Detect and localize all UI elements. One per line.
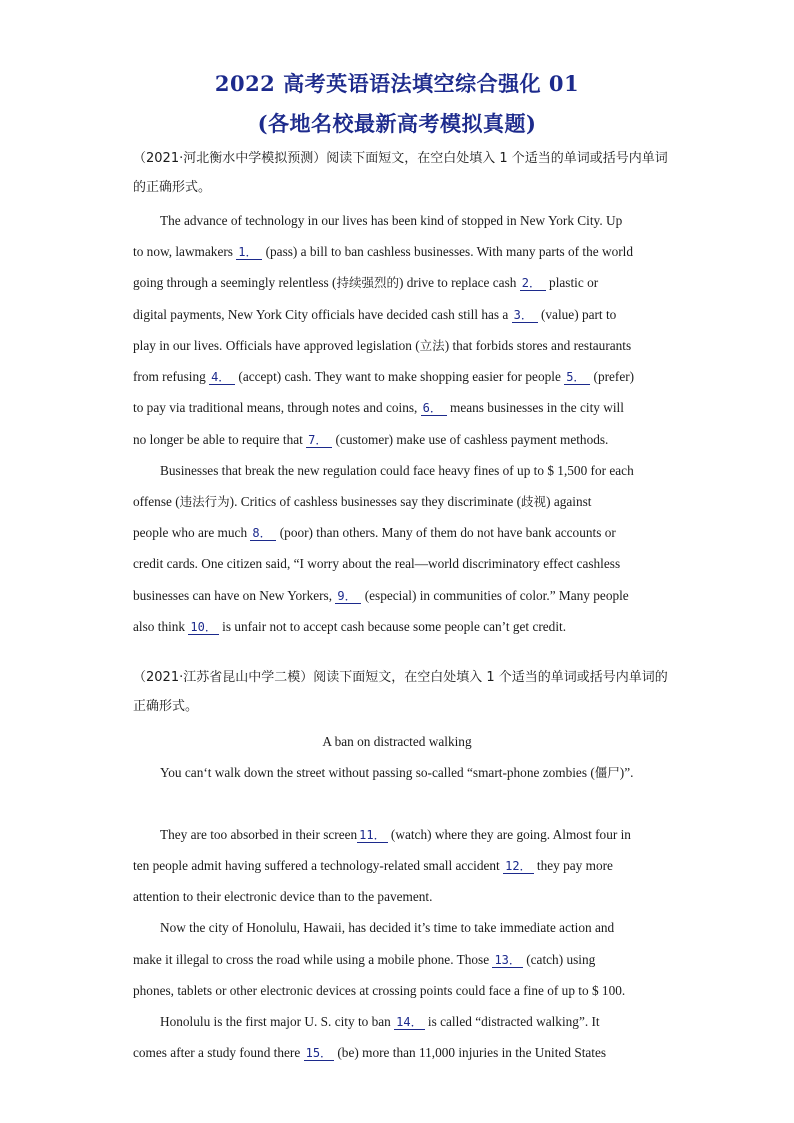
text-run: ). Critics of cashless businesses say they discriminate ( <box>229 494 522 509</box>
text-run: digital payments, New York City officials have decided cash still has a <box>133 307 512 322</box>
text-run: ) drive to replace cash <box>399 275 520 290</box>
text-run: going through a seemingly relentless ( <box>133 275 337 290</box>
text-run: no longer be able to require that <box>133 432 307 447</box>
text-run: plastic or <box>545 275 599 290</box>
passage2-line <box>160 1013 700 1031</box>
passage2-line <box>133 982 673 1000</box>
passage1-line <box>133 337 673 355</box>
text-run: (watch) where they are going. Almost four in <box>387 827 631 842</box>
text-run: (pass) a bill to ban cashless businesses. With many parts of the world <box>262 244 634 259</box>
text-run: make it illegal to cross the road while using a mobile phone. Those <box>133 952 493 967</box>
text-run: You can‘t walk down the street without passing so-called “smart-phone zombies ( <box>160 765 595 780</box>
blank-4[interactable]: 4． <box>209 370 235 385</box>
passage2-line <box>133 951 673 969</box>
blank-6[interactable]: 6． <box>421 401 447 416</box>
text-run: means businesses in the city will <box>446 400 624 415</box>
passage1-line <box>133 555 673 573</box>
blank-5[interactable]: 5． <box>564 370 590 385</box>
passage1-line <box>133 274 673 292</box>
text-run: (accept) cash. They want to make shopping easier for people <box>235 369 565 384</box>
text-run: people who are much <box>133 525 251 540</box>
text-run: ten people admit having suffered a technology-related small accident <box>133 858 504 873</box>
passage1-line <box>133 368 673 386</box>
text-run: play in our lives. Officials have approved legislation ( <box>133 338 420 353</box>
text-run: (be) more than 11,000 injuries in the United States <box>334 1045 607 1060</box>
text-run: )”. <box>619 765 634 780</box>
passage2-line <box>133 1044 673 1062</box>
text-run: credit cards. One citizen said, “I worry about the real—world discriminatory effect cashless <box>133 556 621 571</box>
passage1-source-note: （2021·河北衡水中学模拟预测）阅读下面短文，在空白处填入 1 个适当的单词或括号内单词的正确形式。 <box>133 151 668 195</box>
blank-13[interactable]: 13． <box>494 953 521 967</box>
passage1-line <box>160 462 700 480</box>
text-run: attention to their electronic device than to the pavement. <box>133 889 433 904</box>
text-run: businesses can have on New Yorkers, <box>133 588 336 603</box>
text-run: they pay more <box>533 858 613 873</box>
text-run: They are too absorbed in their screen <box>160 827 358 842</box>
text-run: (catch) using <box>522 952 596 967</box>
passage2-line <box>160 919 700 937</box>
text-run: (poor) than others. Many of them do not have bank accounts or <box>276 525 616 540</box>
text-run: offense ( <box>133 494 180 509</box>
text-run: comes after a study found there <box>133 1045 304 1060</box>
document-subtitle: (各地名校最新高考模拟真题) <box>257 111 537 136</box>
chinese-gloss: 违法行为 <box>179 494 230 509</box>
blank-14[interactable]: 14． <box>396 1015 423 1029</box>
text-run: also think <box>133 619 189 634</box>
blank-9[interactable]: 9． <box>335 589 361 604</box>
passage2-source-note: （2021·江苏省昆山中学二模）阅读下面短文，在空白处填入 1 个适当的单词或括号内单词的正确形式。 <box>133 670 668 714</box>
blank-12[interactable]: 12． <box>505 859 532 873</box>
chinese-gloss: 持续强烈的 <box>336 275 399 290</box>
blank-7[interactable]: 7． <box>306 433 332 448</box>
text-run: from refusing <box>133 369 210 384</box>
passage1-line <box>133 243 673 261</box>
text-run: to now, lawmakers <box>133 244 237 259</box>
passage2-title: A ban on distracted walking <box>322 734 472 749</box>
passage1-line <box>133 493 673 511</box>
text-run: ) that forbids stores and restaurants <box>444 338 632 353</box>
passage1-line <box>133 618 673 636</box>
blank-8[interactable]: 8． <box>250 526 276 541</box>
blank-3[interactable]: 3． <box>512 308 538 323</box>
text-run: ) against <box>546 494 592 509</box>
text-run: (value) part to <box>537 307 617 322</box>
text-run: (especial) in communities of color.” Many people <box>361 588 629 603</box>
chinese-gloss: 立法 <box>419 338 445 353</box>
blank-2[interactable]: 2． <box>520 276 546 291</box>
blank-15[interactable]: 15． <box>305 1046 333 1060</box>
blank-11[interactable]: 11． <box>359 828 386 842</box>
passage1-line <box>133 524 673 542</box>
passage1-line <box>133 306 673 324</box>
passage2-line <box>160 764 700 782</box>
passage1-line <box>133 399 673 417</box>
passage1-line <box>160 212 700 230</box>
passage1-line <box>133 587 673 605</box>
text-run: Businesses that break the new regulation could face heavy fines of up to $ 1,500 for each <box>160 463 634 478</box>
passage2-line <box>160 826 700 844</box>
passage2-line <box>133 857 673 875</box>
passage2-line <box>133 888 673 906</box>
blank-10[interactable]: 10． <box>190 620 217 634</box>
chinese-gloss: 歧视 <box>521 494 547 509</box>
text-run: to pay via traditional means, through notes and coins, <box>133 400 421 415</box>
chinese-gloss: 僵尸 <box>594 765 620 780</box>
text-run: The advance of technology in our lives has been kind of stopped in New York City. Up <box>160 213 623 228</box>
blank-1[interactable]: 1． <box>236 245 262 260</box>
text-run: (customer) make use of cashless payment methods. <box>332 432 609 447</box>
passage1-line <box>133 431 673 449</box>
text-run: phones, tablets or other electronic devices at crossing points could face a fine of up to $ 100. <box>133 983 626 998</box>
text-run: Now the city of Honolulu, Hawaii, has decided it’s time to take immediate action and <box>160 920 615 935</box>
text-run: Honolulu is the first major U. S. city to ban <box>160 1014 395 1029</box>
text-run: is unfair not to accept cash because some people can’t get credit. <box>218 619 567 634</box>
document-title: 2022 高考英语语法填空综合强化 01 <box>214 71 580 96</box>
text-run: (prefer) <box>590 369 635 384</box>
text-run: is called “distracted walking”. It <box>424 1014 600 1029</box>
